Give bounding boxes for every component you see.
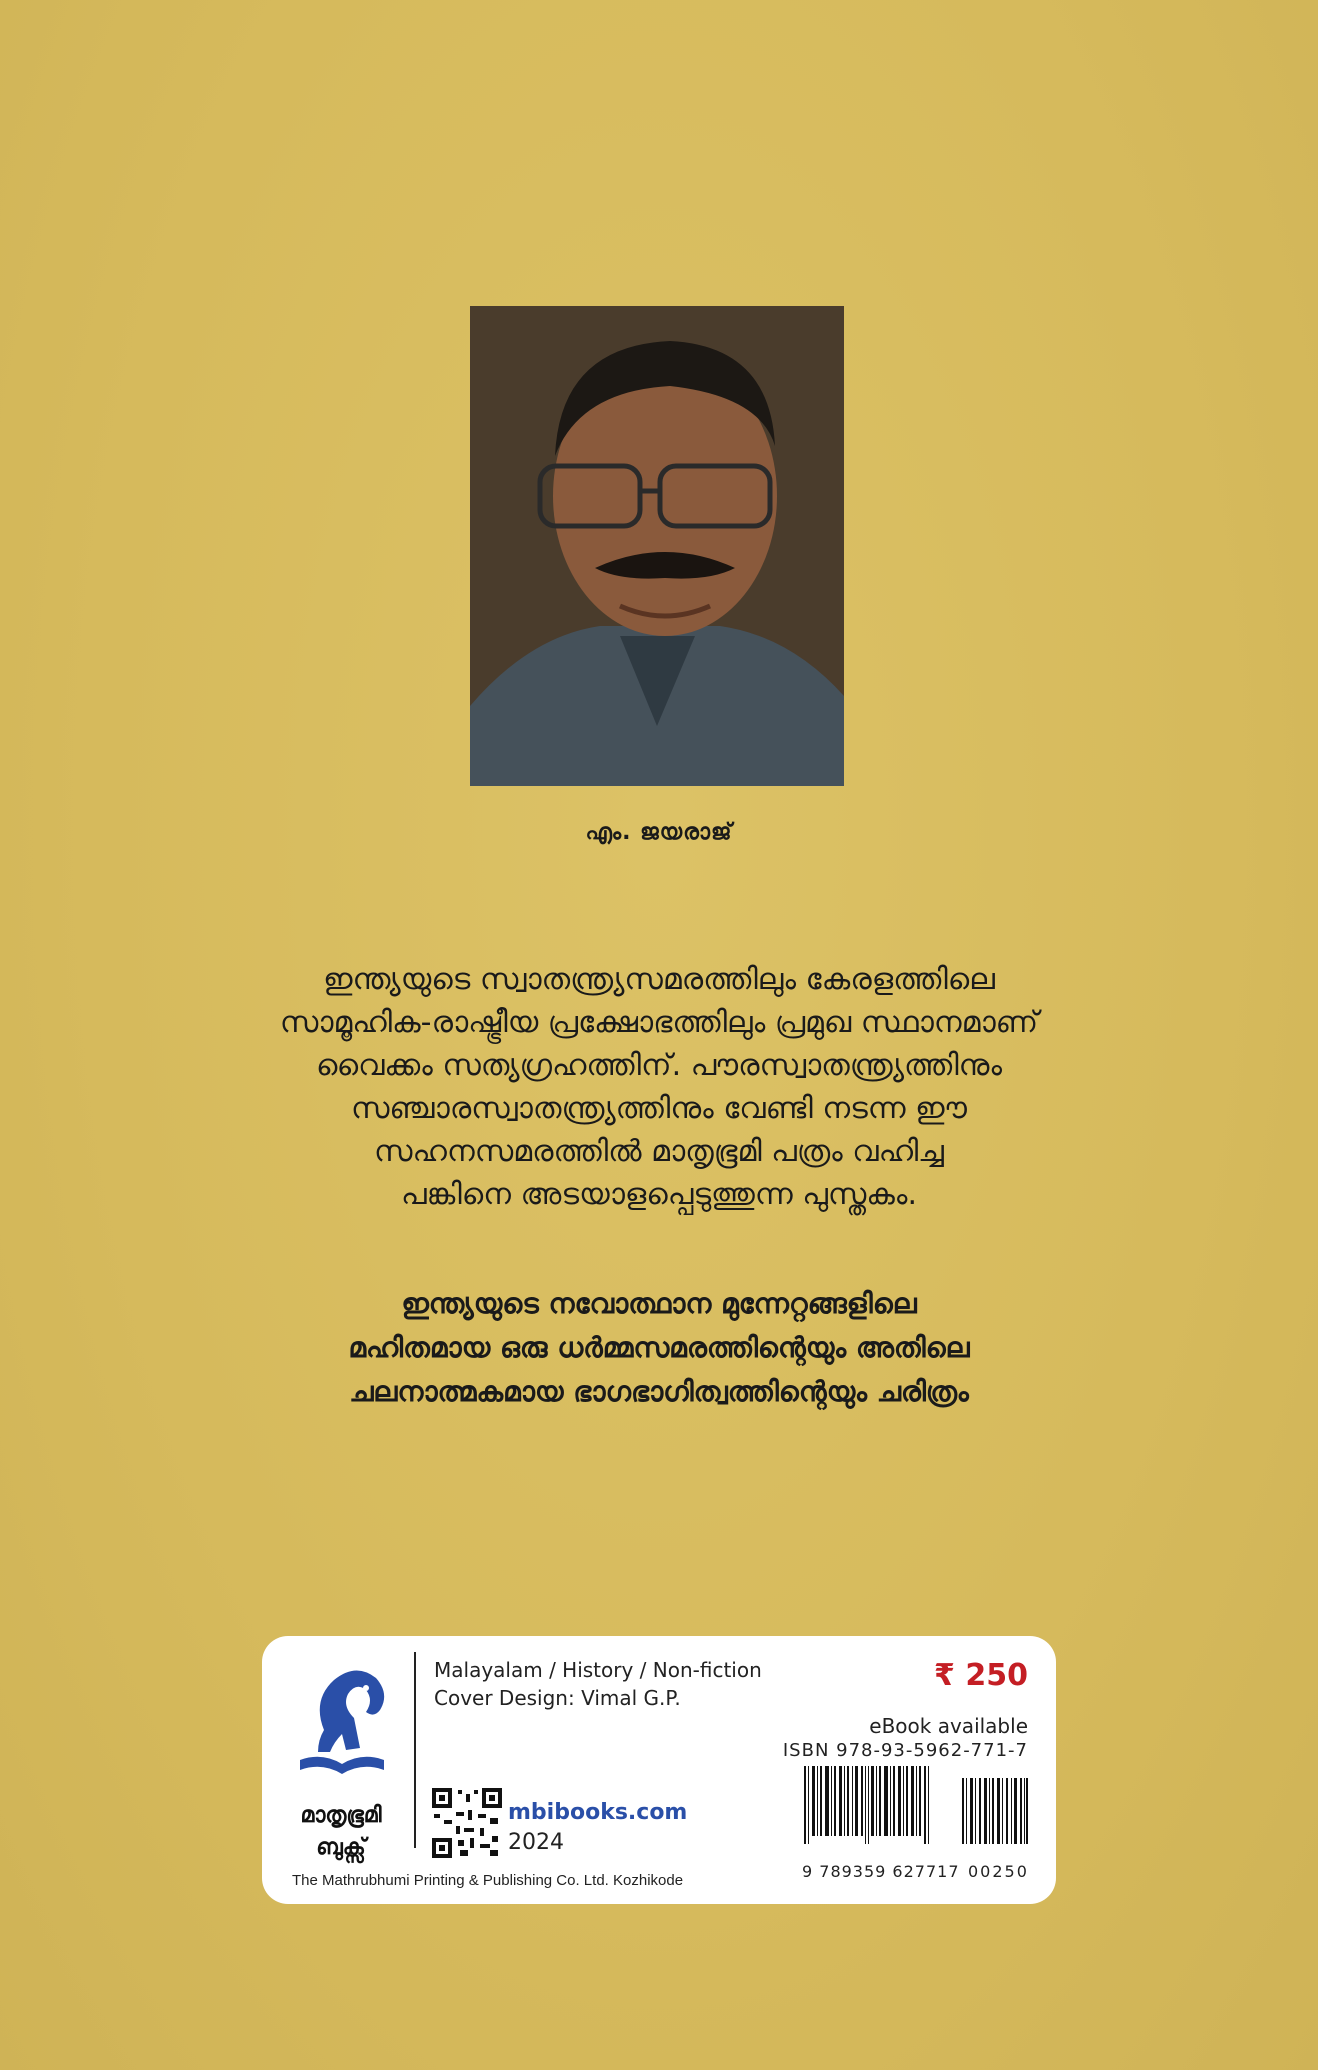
tagline-line: ചലനാത്മകമായ ഭാഗഭാഗിത്വത്തിന്റെയും ചരിത്രം [349,1375,969,1408]
genre-text: Malayalam / History / Non-fiction [434,1658,762,1682]
ebook-availability: eBook available [869,1714,1028,1738]
isbn-barcode-icon [804,1766,930,1844]
book-details [434,1656,762,1712]
tagline-line: ഇന്ത്യയുടെ നവോത്ഥാന മുന്നേറ്റങ്ങളിലെ [401,1287,917,1320]
logo-text-line: ബുക്സ് [316,1835,366,1860]
author-portrait-illustration [470,306,844,786]
logo-wordmark [282,1800,400,1864]
tagline-line: മഹിതമായ ഒരു ധർമ്മസമരത്തിന്റെയും അതിലെ [348,1331,970,1364]
elephant-book-logo-icon [294,1660,390,1800]
qr-code-icon [432,1788,502,1858]
author-photo [470,306,844,786]
publisher-info-box [262,1636,1056,1904]
author-name: എം. ജയരാജ് [585,820,733,845]
blurb-line: സഹനസമരത്തിൽ മാതൃഭൂമി പത്രം വഹിച്ച [374,1134,944,1169]
blurb-text [160,958,1158,1216]
publisher-name: The Mathrubhumi Printing & Publishing Co. Ltd. Kozhikode [292,1872,684,1889]
publication-year: 2024 [508,1830,564,1855]
tagline [160,1282,1158,1414]
divider [414,1652,416,1848]
price-code: 00250 [968,1862,1029,1881]
logo-text-line: മാതൃഭൂമി [300,1803,382,1828]
blurb-line: പങ്കിനെ അടയാളപ്പെടുത്തുന്ന പുസ്തകം. [400,1177,918,1212]
price: ₹ 250 [934,1658,1028,1693]
blurb-line: ഇന്ത്യയുടെ സ്വാതന്ത്ര്യസമരത്തിലും കേരളത്തിലെ [323,962,995,997]
blurb-line: സഞ്ചാരസ്വാതന്ത്ര്യത്തിനും വേണ്ടി നടന്ന ഈ [350,1091,968,1126]
cover-design-text: Cover Design: Vimal G.P. [434,1686,681,1710]
blurb-line: സാമൂഹിക-രാഷ്ട്രീയ പ്രക്ഷോഭത്തിലും പ്രമുഖ സ്ഥാനമാണ് [279,1005,1039,1040]
publisher-logo [282,1658,400,1868]
isbn: ISBN 978-93-5962-771-7 [782,1740,1028,1761]
website-link[interactable]: mbibooks.com [508,1800,688,1825]
blurb-line: വൈക്കം സത്യഗ്രഹത്തിന്. പൗരസ്വാതന്ത്ര്യത്തിനും [315,1048,1003,1083]
price-barcode-icon [962,1778,1028,1844]
barcode-number: 9 789359 627717 [802,1862,960,1881]
